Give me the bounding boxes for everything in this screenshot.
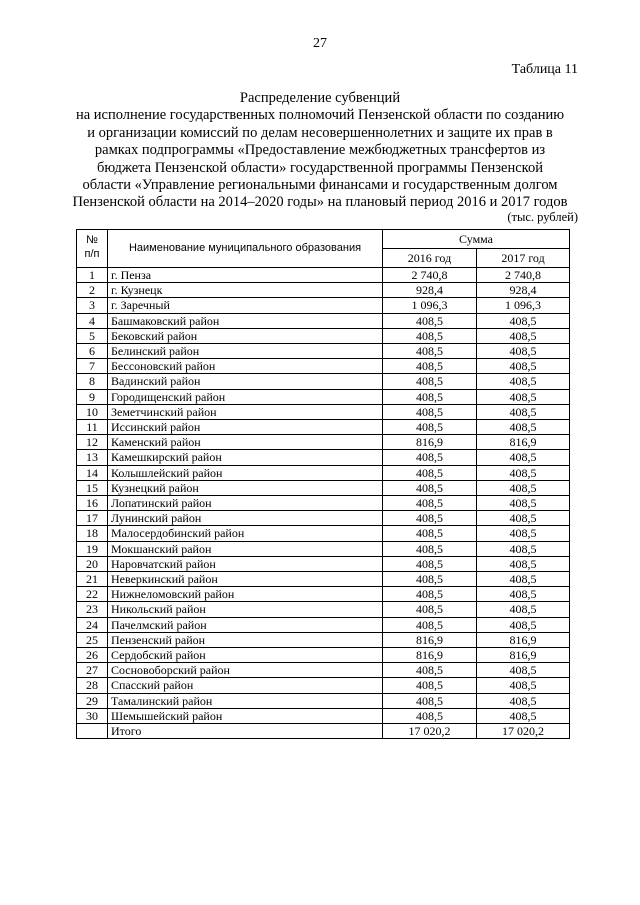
row-value-2017: 408,5 xyxy=(477,404,570,419)
row-value-2017: 816,9 xyxy=(477,435,570,450)
row-number: 26 xyxy=(77,648,108,663)
heading-line: бюджета Пензенской области» государственной программы Пензенской xyxy=(97,159,543,176)
row-value-2016: 408,5 xyxy=(383,374,477,389)
row-municipality: Пачелмский район xyxy=(108,617,383,632)
row-municipality: Тамалинский район xyxy=(108,693,383,708)
row-number: 19 xyxy=(77,541,108,556)
row-value-2016: 408,5 xyxy=(383,693,477,708)
subvention-table xyxy=(76,229,570,739)
row-value-2017: 1 096,3 xyxy=(477,298,570,313)
row-value-2016: 816,9 xyxy=(383,435,477,450)
row-value-2017: 17 020,2 xyxy=(477,724,570,739)
header-sum: Сумма xyxy=(383,230,570,249)
table-row xyxy=(77,541,570,556)
heading-line: Распределение субвенций xyxy=(239,90,401,106)
row-number: 24 xyxy=(77,617,108,632)
table-row xyxy=(77,374,570,389)
row-value-2017: 408,5 xyxy=(477,708,570,723)
row-municipality: Лопатинский район xyxy=(108,496,383,511)
row-number: 28 xyxy=(77,678,108,693)
table-row xyxy=(77,663,570,678)
row-number: 10 xyxy=(77,404,108,419)
row-number: 16 xyxy=(77,496,108,511)
row-number: 14 xyxy=(77,465,108,480)
table-row xyxy=(77,602,570,617)
table-row xyxy=(77,678,570,693)
table-heading xyxy=(56,90,584,212)
row-value-2016: 408,5 xyxy=(383,420,477,435)
row-number: 5 xyxy=(77,328,108,343)
table-row xyxy=(77,587,570,602)
table-row xyxy=(77,404,570,419)
row-number: 12 xyxy=(77,435,108,450)
header-number-line2: п/п xyxy=(84,248,100,260)
row-value-2016: 1 096,3 xyxy=(383,298,477,313)
row-municipality: Белинский район xyxy=(108,344,383,359)
row-municipality: г. Пенза xyxy=(108,268,383,283)
row-number: 11 xyxy=(77,420,108,435)
row-number: 27 xyxy=(77,663,108,678)
table-row xyxy=(77,496,570,511)
table-row xyxy=(77,389,570,404)
table-row xyxy=(77,526,570,541)
table-row xyxy=(77,572,570,587)
row-value-2016: 928,4 xyxy=(383,283,477,298)
table-body xyxy=(77,268,570,739)
row-municipality: г. Кузнецк xyxy=(108,283,383,298)
row-municipality: Итого xyxy=(108,724,383,739)
table-row xyxy=(77,480,570,495)
row-value-2017: 408,5 xyxy=(477,602,570,617)
row-municipality: Кузнецкий район xyxy=(108,480,383,495)
row-number: 1 xyxy=(77,268,108,283)
row-value-2016: 408,5 xyxy=(383,404,477,419)
row-value-2017: 408,5 xyxy=(477,480,570,495)
row-number: 17 xyxy=(77,511,108,526)
row-value-2016: 408,5 xyxy=(383,344,477,359)
row-value-2017: 408,5 xyxy=(477,678,570,693)
row-value-2017: 928,4 xyxy=(477,283,570,298)
row-number: 3 xyxy=(77,298,108,313)
table-row xyxy=(77,708,570,723)
row-value-2017: 408,5 xyxy=(477,359,570,374)
row-value-2016: 408,5 xyxy=(383,511,477,526)
table-row xyxy=(77,693,570,708)
table-row xyxy=(77,268,570,283)
row-number: 18 xyxy=(77,526,108,541)
row-value-2016: 408,5 xyxy=(383,708,477,723)
row-municipality: Бессоновский район xyxy=(108,359,383,374)
row-value-2017: 408,5 xyxy=(477,663,570,678)
row-number: 29 xyxy=(77,693,108,708)
row-value-2017: 408,5 xyxy=(477,693,570,708)
row-value-2016: 816,9 xyxy=(383,648,477,663)
row-municipality: Малосердобинский район xyxy=(108,526,383,541)
row-municipality: Колышлейский район xyxy=(108,465,383,480)
row-value-2017: 408,5 xyxy=(477,572,570,587)
row-number: 7 xyxy=(77,359,108,374)
row-municipality: Нижнеломовский район xyxy=(108,587,383,602)
heading-line: и организации комиссий по делам несовершеннолетних и защите их прав в xyxy=(87,124,553,141)
table-row xyxy=(77,556,570,571)
row-number: 8 xyxy=(77,374,108,389)
header-number xyxy=(77,230,108,268)
row-value-2016: 408,5 xyxy=(383,541,477,556)
row-value-2017: 408,5 xyxy=(477,389,570,404)
row-value-2016: 408,5 xyxy=(383,602,477,617)
row-value-2016: 408,5 xyxy=(383,496,477,511)
table-row xyxy=(77,420,570,435)
table-row xyxy=(77,511,570,526)
row-municipality: Неверкинский район xyxy=(108,572,383,587)
header-number-line1: № xyxy=(86,234,98,246)
table-row xyxy=(77,435,570,450)
total-row xyxy=(77,724,570,739)
row-value-2017: 408,5 xyxy=(477,328,570,343)
row-value-2016: 408,5 xyxy=(383,359,477,374)
row-value-2016: 408,5 xyxy=(383,465,477,480)
row-municipality: Никольский район xyxy=(108,602,383,617)
row-municipality: Спасский район xyxy=(108,678,383,693)
row-value-2017: 816,9 xyxy=(477,632,570,647)
row-value-2017: 408,5 xyxy=(477,556,570,571)
row-value-2017: 408,5 xyxy=(477,617,570,632)
row-number: 6 xyxy=(77,344,108,359)
row-value-2016: 408,5 xyxy=(383,389,477,404)
row-municipality: Наровчатский район xyxy=(108,556,383,571)
table-row xyxy=(77,450,570,465)
row-value-2017: 408,5 xyxy=(477,587,570,602)
page-number: 27 xyxy=(313,36,327,51)
row-number: 9 xyxy=(77,389,108,404)
row-number: 4 xyxy=(77,313,108,328)
row-municipality: Башмаковский район xyxy=(108,313,383,328)
table-row xyxy=(77,344,570,359)
table-row xyxy=(77,648,570,663)
row-value-2016: 17 020,2 xyxy=(383,724,477,739)
header-2017: 2017 год xyxy=(477,249,570,268)
row-value-2016: 408,5 xyxy=(383,556,477,571)
row-municipality: Пензенский район xyxy=(108,632,383,647)
row-value-2016: 408,5 xyxy=(383,328,477,343)
row-value-2016: 408,5 xyxy=(383,480,477,495)
row-number: 13 xyxy=(77,450,108,465)
row-municipality: Земетчинский район xyxy=(108,404,383,419)
heading-line: области «Управление региональными финансами и государственным долгом xyxy=(82,177,558,194)
row-value-2017: 408,5 xyxy=(477,496,570,511)
table-row xyxy=(77,632,570,647)
row-value-2017: 408,5 xyxy=(477,374,570,389)
row-value-2017: 408,5 xyxy=(477,344,570,359)
row-number xyxy=(77,724,108,739)
row-value-2017: 2 740,8 xyxy=(477,268,570,283)
row-value-2016: 2 740,8 xyxy=(383,268,477,283)
row-value-2017: 408,5 xyxy=(477,526,570,541)
header-municipality: Наименование муниципального образования xyxy=(108,230,383,268)
units-label: (тыс. рублей) xyxy=(507,210,578,224)
row-value-2017: 408,5 xyxy=(477,511,570,526)
row-municipality: Лунинский район xyxy=(108,511,383,526)
row-number: 23 xyxy=(77,602,108,617)
row-value-2017: 408,5 xyxy=(477,465,570,480)
table-row xyxy=(77,298,570,313)
row-municipality: Бековский район xyxy=(108,328,383,343)
row-municipality: Мокшанский район xyxy=(108,541,383,556)
table-row xyxy=(77,359,570,374)
row-value-2017: 408,5 xyxy=(477,541,570,556)
table-row xyxy=(77,465,570,480)
table-label: Таблица 11 xyxy=(511,62,578,77)
row-number: 21 xyxy=(77,572,108,587)
row-value-2016: 816,9 xyxy=(383,632,477,647)
heading-line: на исполнение государственных полномочий Пензенской области по созданию xyxy=(75,107,565,124)
row-number: 22 xyxy=(77,587,108,602)
heading-line: рамках подпрограммы «Предоставление межбюджетных трансфертов из xyxy=(94,142,546,159)
row-municipality: Каменский район xyxy=(108,435,383,450)
row-number: 20 xyxy=(77,556,108,571)
row-value-2016: 408,5 xyxy=(383,572,477,587)
row-value-2017: 816,9 xyxy=(477,648,570,663)
row-value-2016: 408,5 xyxy=(383,663,477,678)
row-municipality: Сердобский район xyxy=(108,648,383,663)
row-municipality: Вадинский район xyxy=(108,374,383,389)
table-row xyxy=(77,313,570,328)
row-value-2016: 408,5 xyxy=(383,617,477,632)
heading-line: Пензенской области на 2014–2020 годы» на плановый период 2016 и 2017 годов xyxy=(72,194,568,211)
table-row xyxy=(77,283,570,298)
row-number: 15 xyxy=(77,480,108,495)
row-number: 25 xyxy=(77,632,108,647)
row-number: 30 xyxy=(77,708,108,723)
row-value-2016: 408,5 xyxy=(383,313,477,328)
row-value-2016: 408,5 xyxy=(383,450,477,465)
row-number: 2 xyxy=(77,283,108,298)
row-municipality: г. Заречный xyxy=(108,298,383,313)
row-municipality: Шемышейский район xyxy=(108,708,383,723)
row-value-2016: 408,5 xyxy=(383,526,477,541)
table-row xyxy=(77,328,570,343)
row-municipality: Городищенский район xyxy=(108,389,383,404)
row-municipality: Камешкирский район xyxy=(108,450,383,465)
row-value-2016: 408,5 xyxy=(383,587,477,602)
header-2016: 2016 год xyxy=(383,249,477,268)
row-value-2017: 408,5 xyxy=(477,420,570,435)
row-value-2017: 408,5 xyxy=(477,450,570,465)
table-row xyxy=(77,617,570,632)
row-value-2017: 408,5 xyxy=(477,313,570,328)
row-value-2016: 408,5 xyxy=(383,678,477,693)
row-municipality: Сосновоборский район xyxy=(108,663,383,678)
row-municipality: Иссинский район xyxy=(108,420,383,435)
